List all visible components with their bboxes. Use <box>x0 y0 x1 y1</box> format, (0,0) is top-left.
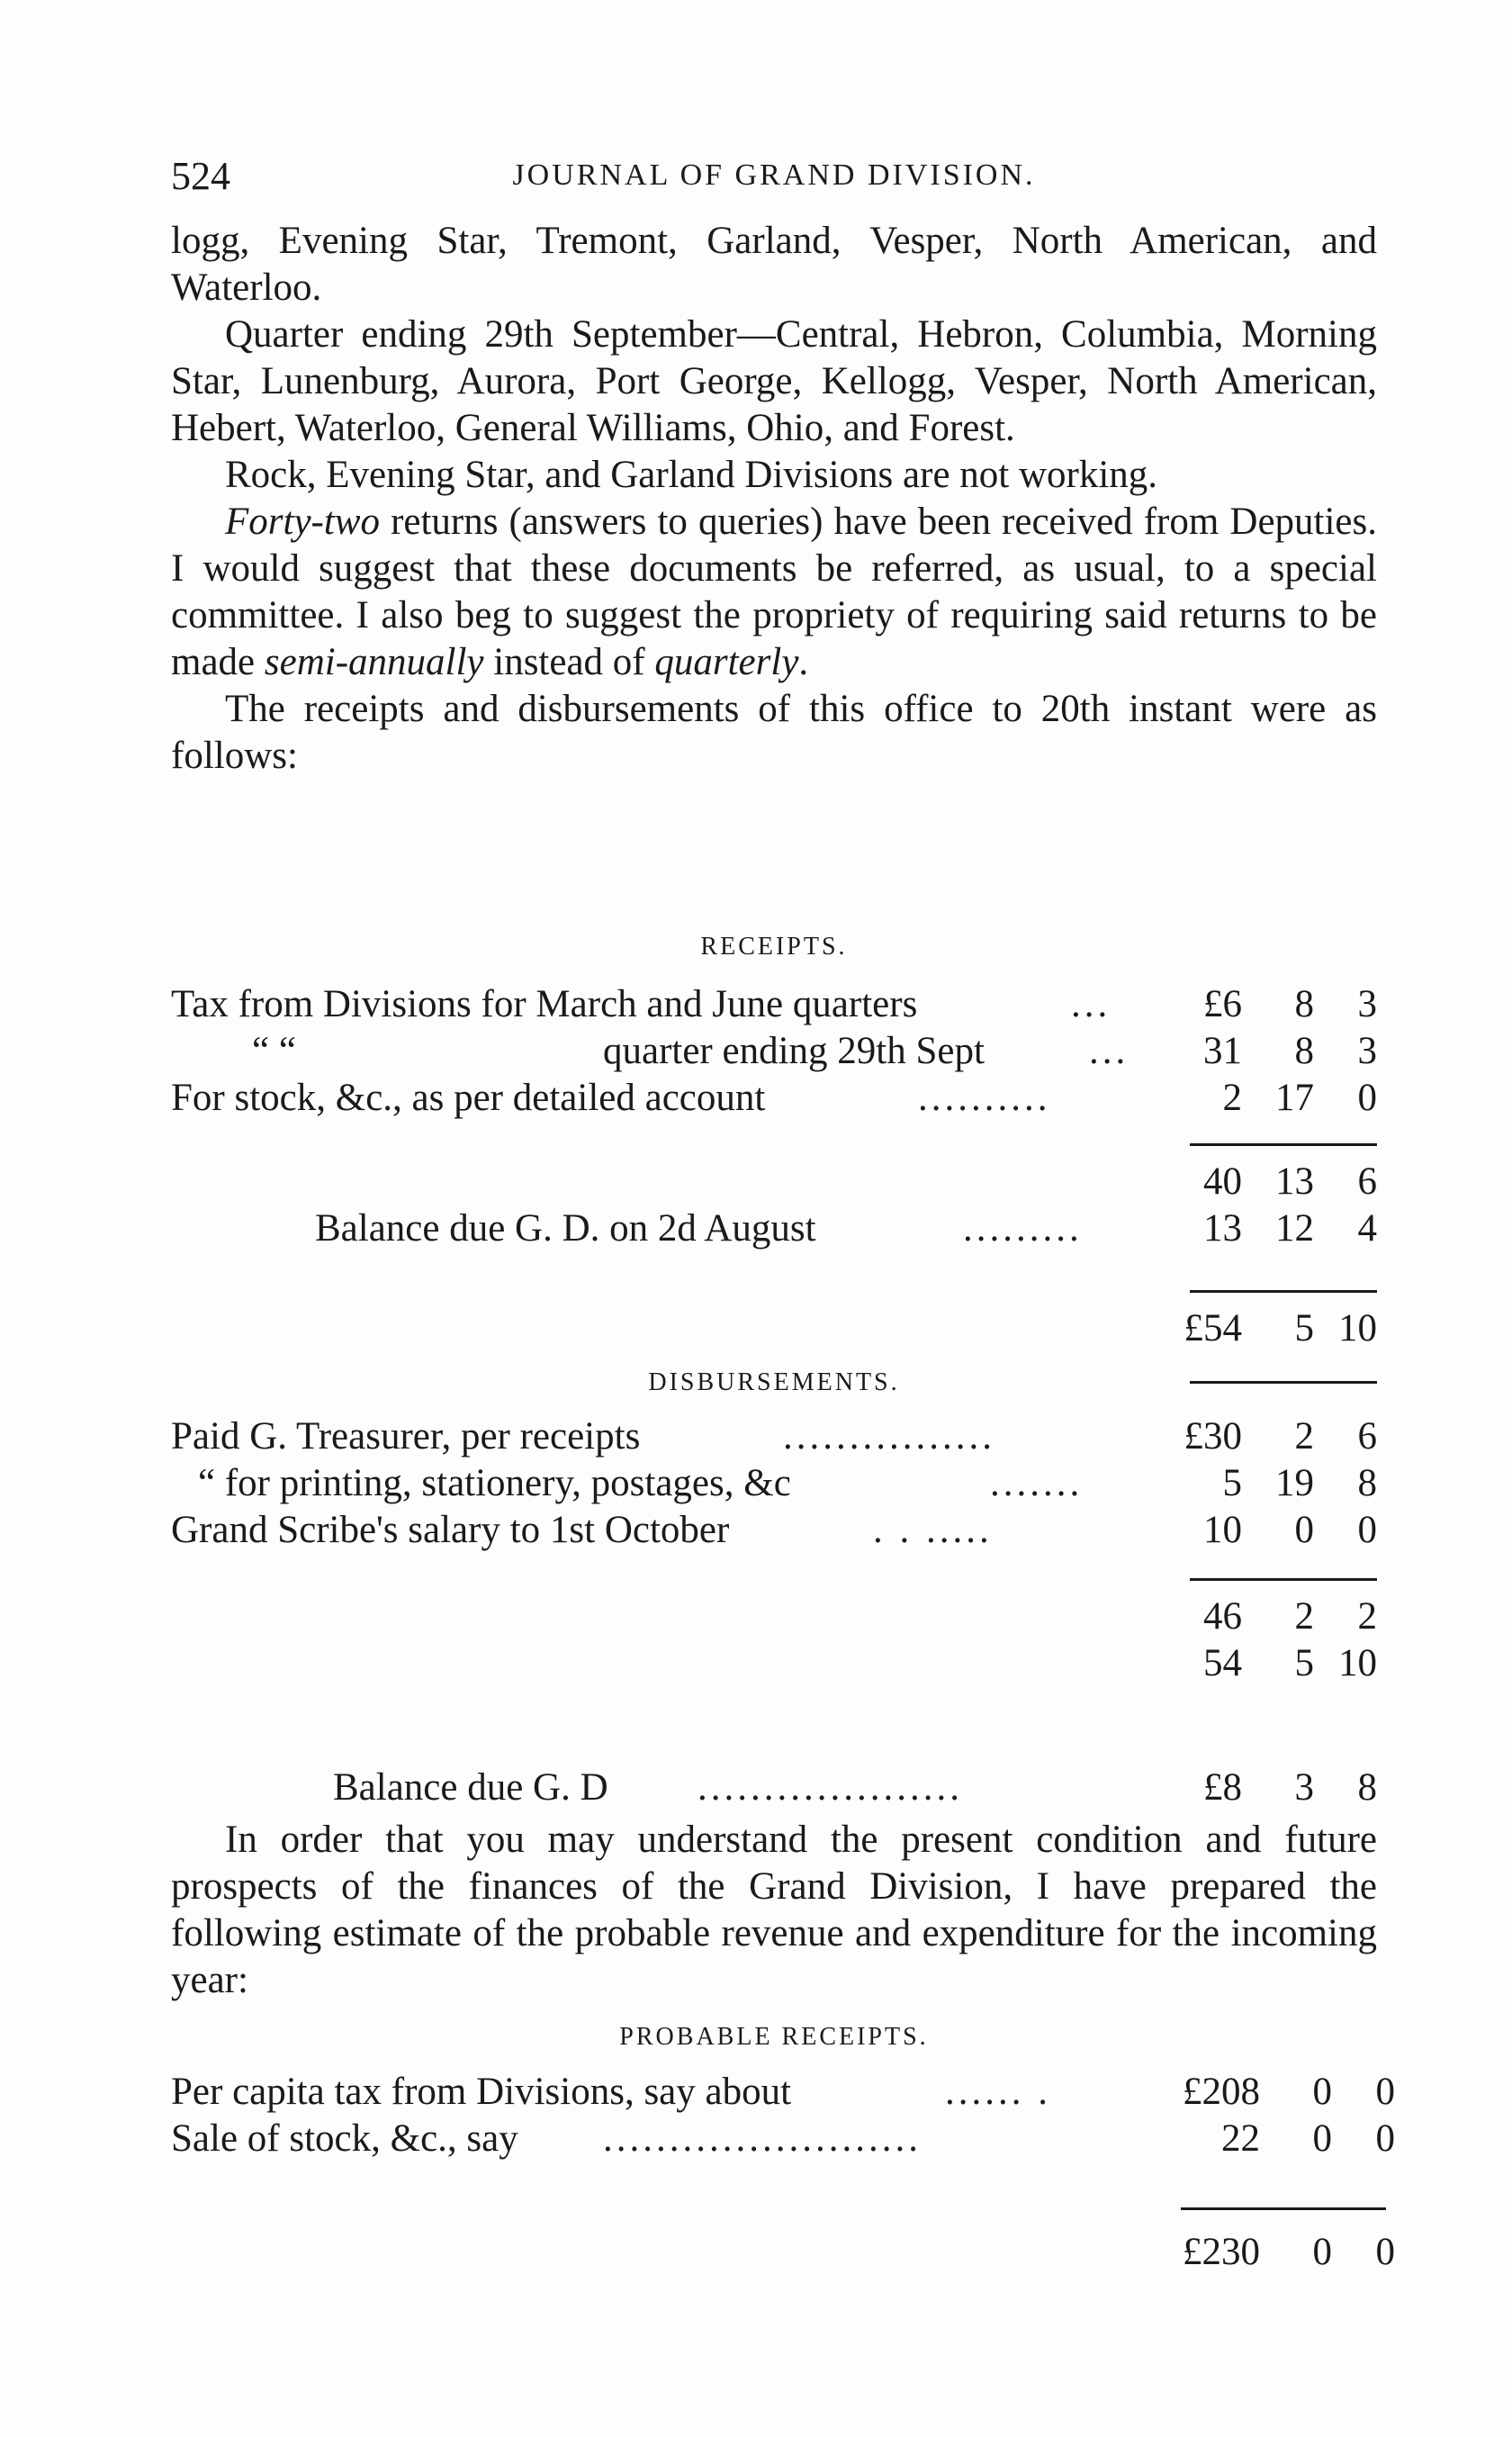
sum-rule <box>1190 1381 1377 1384</box>
paragraph-returns: Forty-two returns (answers to queries) have been received from Deputies. I would suggest that these documents be referred, as usual, to a special committee. I also beg to suggest the propriety of requiring said returns to be made semi-annually instead of quarterly. <box>171 501 1377 683</box>
receipts-section <box>171 933 1377 961</box>
italic-semi-annually: semi-annually <box>264 641 484 683</box>
disbursements-heading: DISBURSEMENTS. <box>648 1368 900 1396</box>
estimate-text <box>171 1817 1377 2004</box>
receipt-row: Tax from Divisions for March and June quarters ... £6 8 3 <box>171 983 1377 1025</box>
paragraph-not-working: Rock, Evening Star, and Garland Divisions are not working. <box>225 454 1158 496</box>
probable-receipts-table <box>171 2069 1395 2162</box>
receipts-heading: RECEIPTS. <box>700 933 848 961</box>
probable-total <box>171 2229 1395 2276</box>
disbursement-row: Paid G. Treasurer, per receipts ................ £30 2 6 <box>171 1415 1377 1458</box>
probable-row: Sale of stock, &c., say ........................ 22 0 0 <box>171 2117 1395 2160</box>
disbursement-row: “ for printing, stationery, postages, &c ....... 5 19 8 <box>198 1462 1377 1504</box>
receipts-grand-total <box>171 1305 1377 1352</box>
paragraph-receipts-intro: The receipts and disbursements of this office to 20th instant were as follows: <box>171 688 1377 777</box>
disbursements-table <box>171 1413 1377 1554</box>
running-title: JOURNAL OF GRAND DIVISION. <box>512 158 1036 192</box>
disbursements-totals <box>171 1593 1377 1687</box>
disbursement-row: Grand Scribe's salary to 1st October . . ..... 10 0 0 <box>171 1509 1377 1551</box>
receipt-row: For stock, &c., as per detailed account .......... 2 17 0 <box>171 1077 1377 1119</box>
sum-rule <box>1181 2207 1386 2210</box>
paragraph-continuation: logg, Evening Star, Tremont, Garland, Vesper, North American, and Waterloo. <box>171 220 1377 309</box>
balance-row: Balance due G. D. on 2d August ......... 13 12 4 <box>315 1207 1377 1250</box>
subtotal-row: 46 2 2 <box>1203 1595 1377 1638</box>
total-row: £54 5 10 <box>1184 1307 1377 1349</box>
paragraph-quarter-september: Quarter ending 29th September—Central, Hebron, Columbia, Morning Star, Lunenburg, Aurora, Port George, Kellogg, Vesper, North American, Hebert, Waterloo, General Williams, Ohio, and Forest. <box>171 313 1377 449</box>
sum-rule <box>1190 1290 1377 1293</box>
probable-receipts-heading: PROBABLE RECEIPTS. <box>619 2023 929 2051</box>
probable-receipts-section <box>171 2023 1377 2052</box>
italic-forty-two: Forty-two <box>225 501 380 543</box>
page-header <box>171 153 1377 207</box>
comparison-row: 54 5 10 <box>1203 1642 1377 1684</box>
paragraph-estimate: In order that you may understand the present condition and future prospects of the finances of the Grand Division, I have prepared the following estimate of the probable revenue and expenditure for the incoming year: <box>171 1819 1377 2001</box>
balance-row: Balance due G. D .................... £8 3 8 <box>333 1766 1377 1809</box>
page-number: 524 <box>171 154 230 198</box>
sum-rule <box>1190 1143 1377 1146</box>
receipts-table <box>171 981 1377 1122</box>
probable-row: Per capita tax from Divisions, say about ...... . £208 0 0 <box>171 2071 1395 2113</box>
sum-rule <box>1190 1578 1377 1581</box>
subtotal-row: 40 13 6 <box>1203 1160 1377 1203</box>
receipts-totals <box>171 1159 1377 1252</box>
balance-final <box>171 1765 1377 1811</box>
italic-quarterly: quarterly <box>654 641 799 683</box>
receipt-row: “ “ quarter ending 29th Sept ... 31 8 3 <box>252 1030 1377 1072</box>
opening-text <box>171 218 1377 780</box>
total-row: £230 0 0 <box>1183 2231 1395 2273</box>
